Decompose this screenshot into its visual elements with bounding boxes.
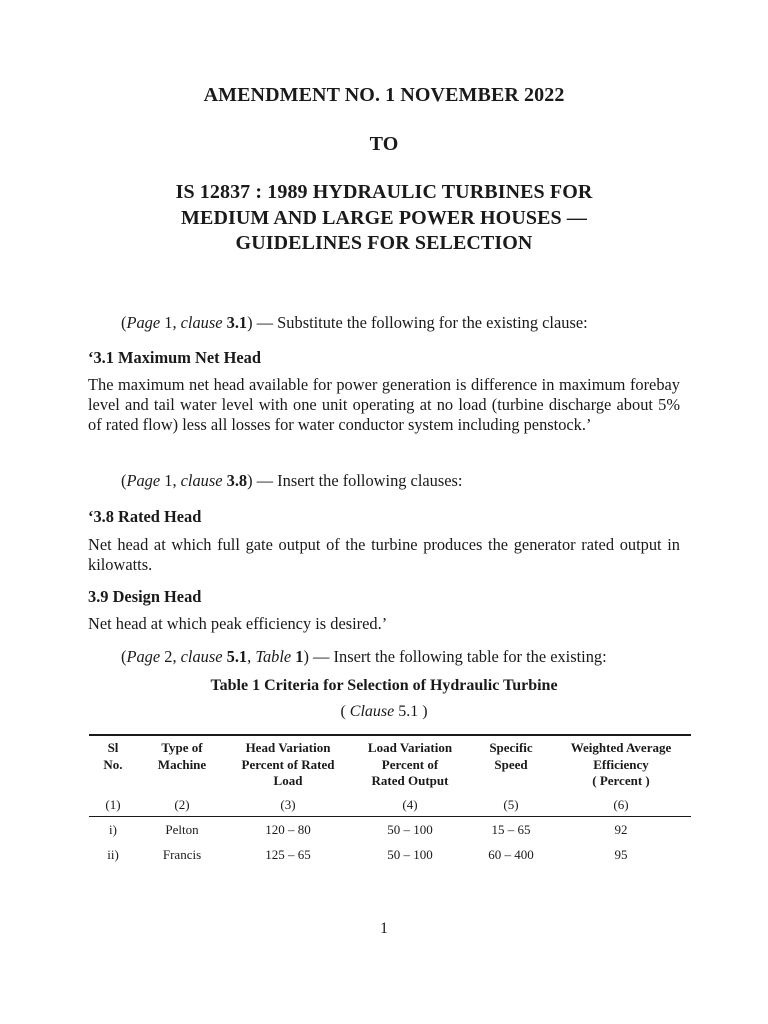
cell-specific-speed: 15 – 65 xyxy=(491,822,531,837)
standard-title-line-2: MEDIUM AND LARGE POWER HOUSES — xyxy=(181,207,587,229)
amendment-title: AMENDMENT NO. 1 NOVEMBER 2022 xyxy=(203,84,565,106)
cell-sl-no: i) xyxy=(109,822,117,837)
table-clause-reference: ( Clause 5.1 ) xyxy=(340,703,428,720)
cell-machine: Francis xyxy=(162,847,202,862)
cell-efficiency: 95 xyxy=(614,847,628,862)
column-number: (2) xyxy=(174,797,190,812)
column-number: (6) xyxy=(613,797,629,812)
change-reference-3-1: (Page 1, clause 3.1) — Substitute the following for the existing clause: xyxy=(121,313,588,332)
cell-sl-no: ii) xyxy=(107,847,119,862)
standard-title-line-3: GUIDELINES FOR SELECTION xyxy=(235,232,533,254)
standard-title-line-1: IS 12837 : 1989 HYDRAULIC TURBINES FOR xyxy=(175,181,593,203)
cell-load-variation: 50 – 100 xyxy=(387,822,433,837)
header-sl-no: Sl No. xyxy=(103,740,123,772)
clause-3-9-heading: 3.9 Design Head xyxy=(88,587,202,606)
change-reference-3-8: (Page 1, clause 3.8) — Insert the following clauses: xyxy=(121,471,463,490)
to-label: TO xyxy=(369,133,399,155)
header-weighted-average-efficiency: Weighted Average Efficiency ( Percent ) xyxy=(570,740,672,788)
cell-head-variation: 125 – 65 xyxy=(265,847,311,862)
table-caption: Table 1 Criteria for Selection of Hydraulic Turbine xyxy=(210,677,558,694)
cell-specific-speed: 60 – 400 xyxy=(488,847,534,862)
column-number: (4) xyxy=(402,797,418,812)
cell-head-variation: 120 – 80 xyxy=(265,822,311,837)
clause-3-8-heading: ‘3.8 Rated Head xyxy=(88,507,202,526)
clause-3-1-text: The maximum net head available for power generation is difference in maximum forebay level and tail water level with one unit operating at no load (turbine discharge about 5% of rated flow) less all losses for water conductor system including penstock.’ xyxy=(88,375,680,434)
table-top-rule xyxy=(89,734,691,736)
column-number: (3) xyxy=(280,797,296,812)
change-reference-5-1: (Page 2, clause 5.1, Table 1) — Insert the following table for the existing: xyxy=(121,647,607,666)
table-header-rule xyxy=(89,816,691,817)
header-head-variation: Head Variation Percent of Rated Load xyxy=(241,740,335,788)
cell-load-variation: 50 – 100 xyxy=(387,847,433,862)
header-type-of-machine: Type of Machine xyxy=(157,740,207,772)
header-load-variation: Load Variation Percent of Rated Output xyxy=(367,740,453,788)
cell-machine: Pelton xyxy=(165,822,199,837)
header-specific-speed: Specific Speed xyxy=(489,740,533,772)
cell-efficiency: 92 xyxy=(614,822,628,837)
clause-3-1-heading: ‘3.1 Maximum Net Head xyxy=(88,348,261,367)
column-number: (5) xyxy=(503,797,519,812)
page-number: 1 xyxy=(380,920,388,937)
clause-3-9-text: Net head at which peak efficiency is desired.’ xyxy=(88,614,388,633)
clause-3-8-text: Net head at which full gate output of the turbine produces the generator rated output in kilowatts. xyxy=(88,535,680,574)
column-number: (1) xyxy=(105,797,121,812)
